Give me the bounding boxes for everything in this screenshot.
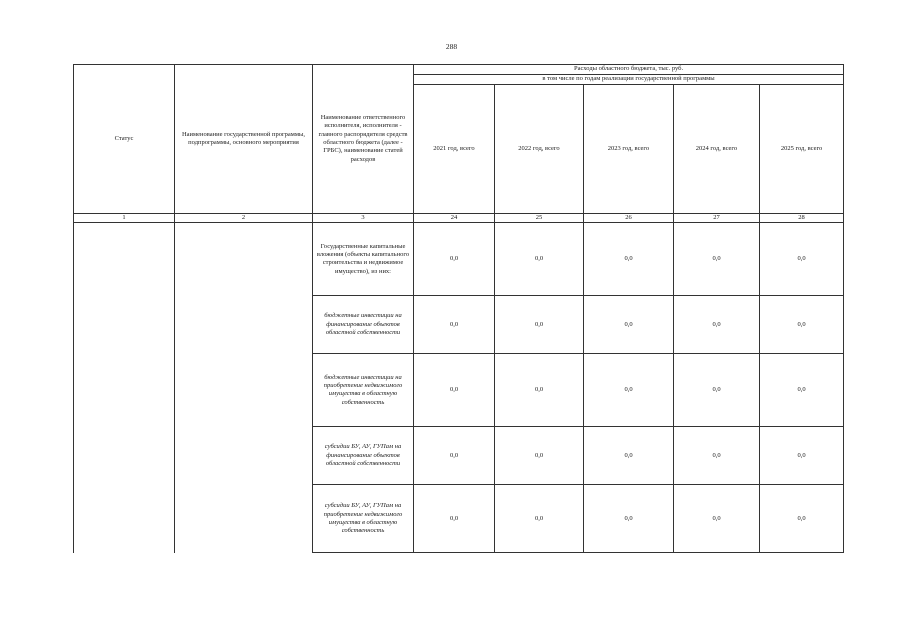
value-cell: 0,0: [674, 354, 760, 427]
budget-table: [73, 64, 844, 553]
column-number: 28: [760, 214, 844, 223]
column-number: 25: [495, 214, 584, 223]
value-cell: 0,0: [495, 296, 584, 354]
executor-header: Наименование ответственного исполнителя, исполнителя - главного распорядителя средств областного бюджета (далее - ГРБС), наименование статей расходов: [313, 65, 414, 214]
column-number: 27: [674, 214, 760, 223]
row-label: субсидии БУ, АУ, ГУПам на приобретение недвижимого имущества в областную собственность: [313, 485, 414, 553]
value-cell: 0,0: [674, 485, 760, 553]
row-label: Государственные капитальные вложения (объекты капитального строительства и недвижимое имущество), из них:: [313, 223, 414, 296]
value-cell: 0,0: [760, 296, 844, 354]
column-number: 2: [175, 214, 313, 223]
year-header-2022: 2022 год, всего: [495, 85, 584, 214]
program-name-cell: [175, 223, 313, 553]
value-cell: 0,0: [674, 223, 760, 296]
value-cell: 0,0: [414, 354, 495, 427]
value-cell: 0,0: [414, 427, 495, 485]
value-cell: 0,0: [760, 427, 844, 485]
row-label: бюджетные инвестиции на финансирование объектов областной собственности: [313, 296, 414, 354]
value-cell: 0,0: [495, 427, 584, 485]
value-cell: 0,0: [414, 223, 495, 296]
value-cell: 0,0: [495, 223, 584, 296]
column-number: 1: [74, 214, 175, 223]
value-cell: 0,0: [760, 223, 844, 296]
value-cell: 0,0: [674, 427, 760, 485]
value-cell: 0,0: [584, 485, 674, 553]
status-cell: [74, 223, 175, 553]
value-cell: 0,0: [584, 296, 674, 354]
column-number-row: [74, 214, 844, 223]
budget-group-header: Расходы областного бюджета, тыс. руб.: [414, 65, 844, 75]
value-cell: 0,0: [495, 485, 584, 553]
status-header: Статус: [74, 65, 175, 214]
value-cell: 0,0: [584, 354, 674, 427]
column-number: 3: [313, 214, 414, 223]
row-label: субсидии БУ, АУ, ГУПам на финансирование объектов областной собственности: [313, 427, 414, 485]
value-cell: 0,0: [495, 354, 584, 427]
column-number: 26: [584, 214, 674, 223]
year-header-2025: 2025 год, всего: [760, 85, 844, 214]
year-header-2021: 2021 год, всего: [414, 85, 495, 214]
column-number: 24: [414, 214, 495, 223]
value-cell: 0,0: [584, 427, 674, 485]
program-name-header: Наименование государственной программы, подпрограммы, основного мероприятия: [175, 65, 313, 214]
years-group-header: в том числе по годам реализации государственной программы: [414, 75, 844, 85]
value-cell: 0,0: [760, 485, 844, 553]
value-cell: 0,0: [674, 296, 760, 354]
value-cell: 0,0: [584, 223, 674, 296]
header-row: [74, 65, 844, 75]
table-row: [74, 223, 844, 296]
value-cell: 0,0: [414, 296, 495, 354]
page-number: 288: [445, 42, 458, 51]
year-header-2023: 2023 год, всего: [584, 85, 674, 214]
year-header-2024: 2024 год, всего: [674, 85, 760, 214]
value-cell: 0,0: [760, 354, 844, 427]
value-cell: 0,0: [414, 485, 495, 553]
row-label: бюджетные инвестиции на приобретение недвижимого имущества в областную собственность: [313, 354, 414, 427]
